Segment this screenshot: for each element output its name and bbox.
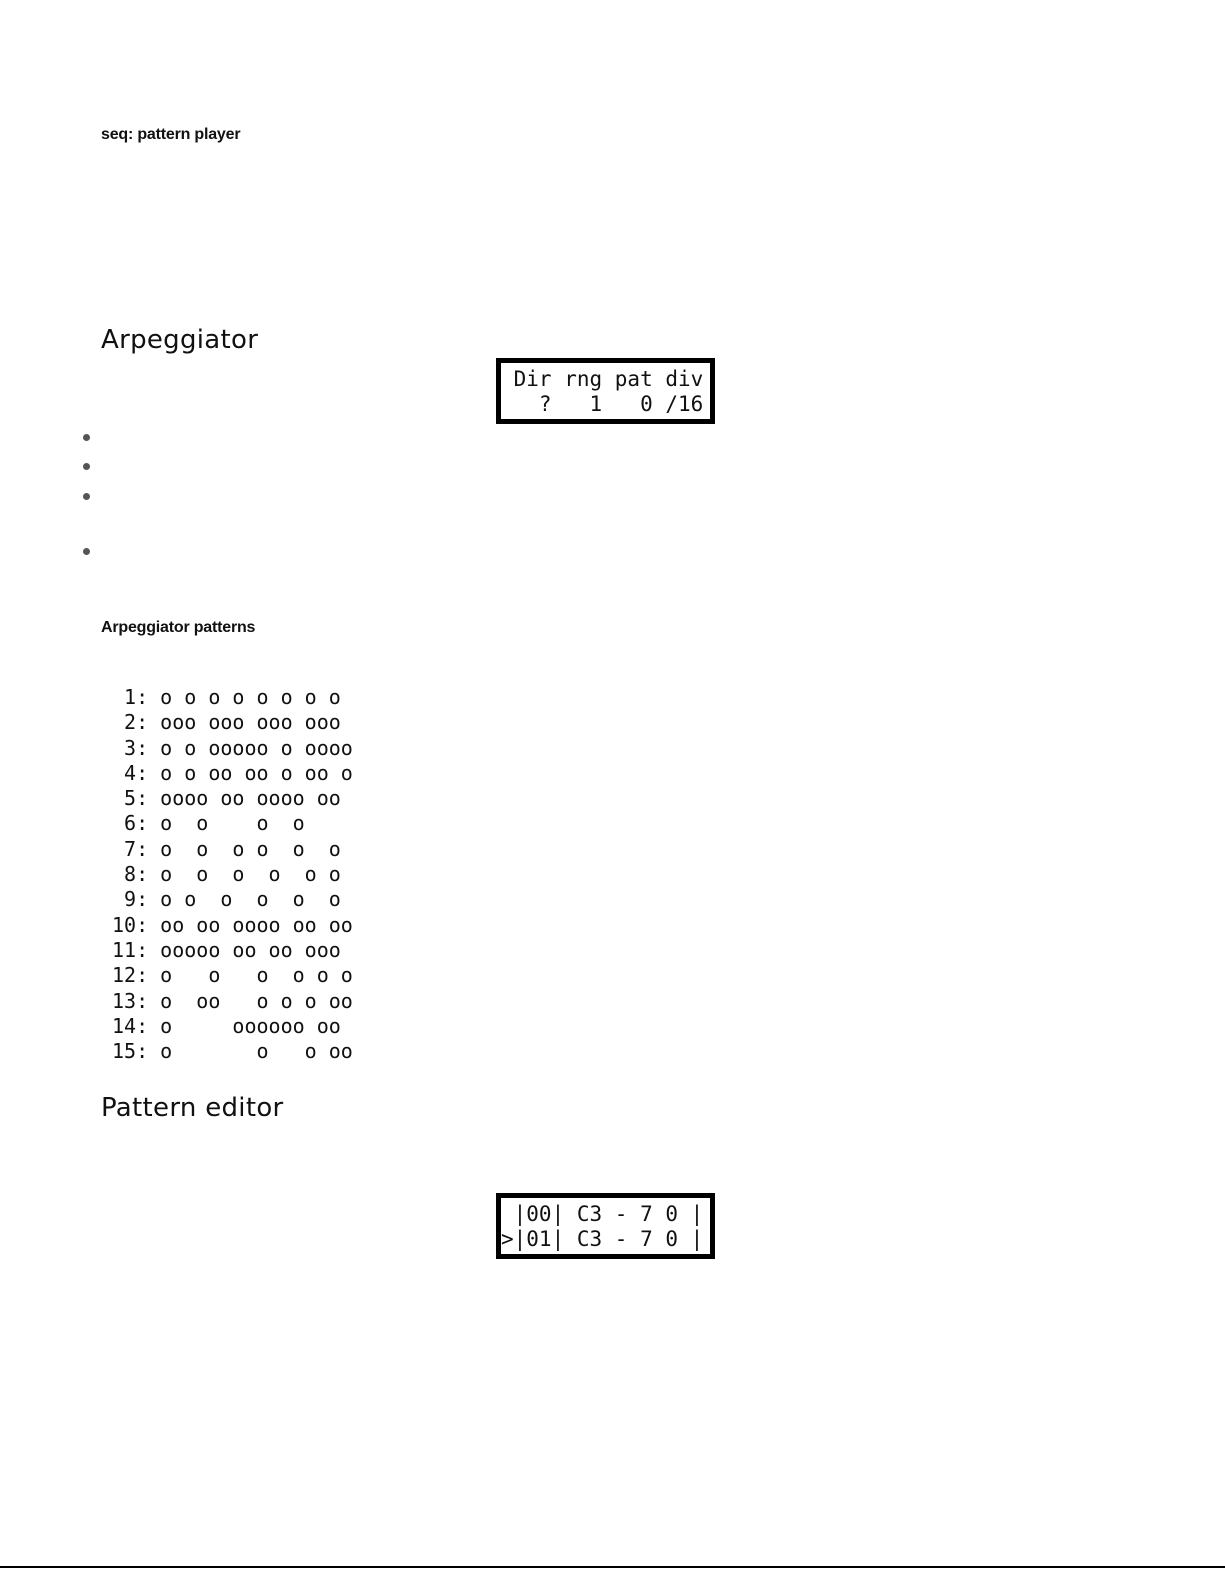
pattern-row: 15: o o o oo (112, 1039, 353, 1064)
pattern-row: 4: o o oo oo o oo o (112, 760, 353, 785)
pattern-row: 1: o o o o o o o o (112, 685, 341, 709)
pattern-row: 10: oo oo oooo oo oo (112, 912, 353, 937)
pattern-row: 11: ooooo oo oo ooo (112, 937, 341, 962)
arpeggiator-pattern-list (112, 685, 353, 1064)
lcd-line-1: |00| C3 - 7 0 | (501, 1202, 704, 1226)
pattern-row: 6: o o o o (112, 811, 305, 836)
bullet-point (83, 548, 90, 555)
pattern-row: 8: o o o o o o (112, 862, 341, 887)
pattern-row: 9: o o o o o o (112, 887, 341, 912)
pattern-row: 14: o oooooo oo (112, 1013, 341, 1038)
page-bottom-divider (0, 1566, 1225, 1568)
pattern-editor-lcd-display (496, 1193, 715, 1259)
arpeggiator-lcd-display (496, 358, 715, 424)
section-subtitle: seq: pattern player (101, 126, 241, 143)
pattern-row: 2: ooo ooo ooo ooo (112, 710, 341, 735)
pattern-row: 12: o o o o o o (112, 963, 353, 988)
lcd-line-2: >|01| C3 - 7 0 | (501, 1227, 704, 1251)
pattern-row: 3: o o ooooo o oooo (112, 735, 353, 760)
pattern-editor-title: Pattern editor (101, 1093, 284, 1123)
pattern-row: 5: oooo oo oooo oo (112, 786, 341, 811)
bullet-point (83, 493, 90, 500)
bullet-point (83, 434, 90, 441)
bullet-point (83, 463, 90, 470)
arpeggiator-title: Arpeggiator (101, 325, 259, 355)
pattern-row: 13: o oo o o o oo (112, 988, 353, 1013)
lcd-line-1: Dir rng pat div (501, 367, 704, 391)
lcd-line-2: ? 1 0 /16 (501, 392, 704, 416)
pattern-row: 7: o o o o o o (112, 836, 341, 861)
patterns-heading: Arpeggiator patterns (101, 619, 256, 636)
